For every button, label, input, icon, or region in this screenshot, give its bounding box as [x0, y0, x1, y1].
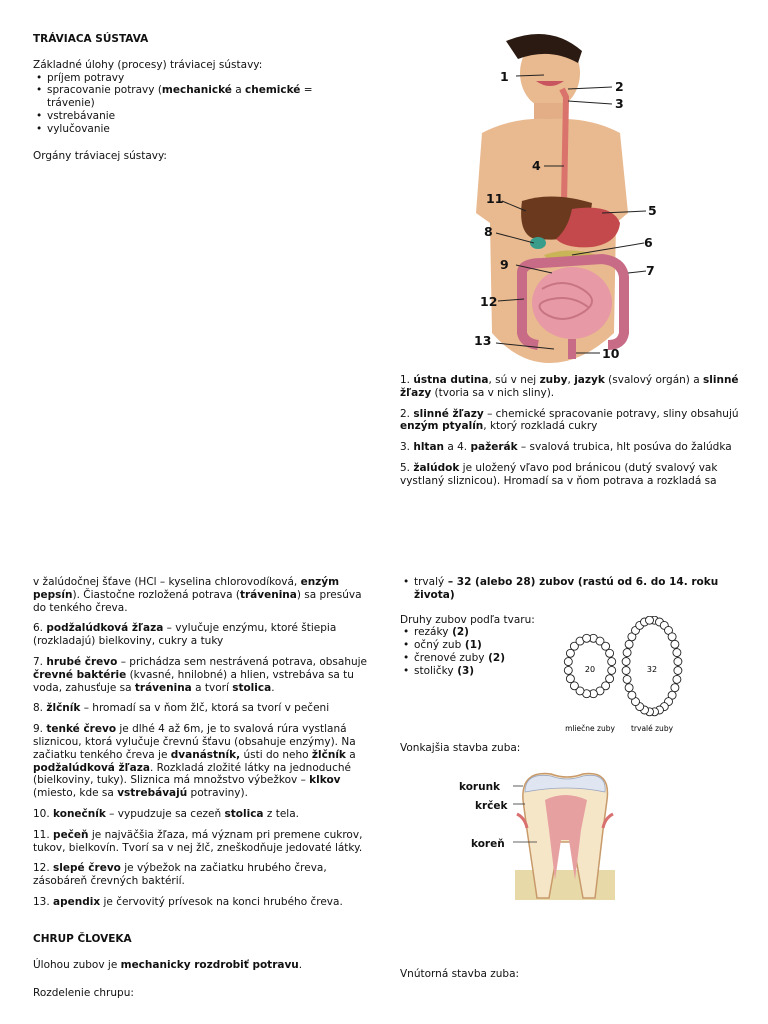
- text-segment: a: [231, 84, 246, 97]
- tooth-mark: [608, 666, 616, 674]
- label-3: 3: [615, 96, 624, 111]
- text-segment: hrubé črevo: [46, 655, 118, 668]
- label-12: 12: [480, 294, 498, 309]
- tooth-mark: [674, 658, 682, 666]
- text-segment: rezáky: [414, 626, 449, 639]
- text-segment: z tela.: [263, 807, 299, 820]
- text-segment: .: [271, 681, 275, 694]
- text-segment: ústi do neho: [240, 748, 312, 761]
- text-segment: 3.: [400, 441, 414, 454]
- text-segment: (2): [484, 651, 506, 664]
- inner-structure-heading: Vnútorná stavba zuba:: [400, 968, 520, 980]
- tooth-labels: [459, 781, 509, 850]
- left-bottom-column: [33, 576, 368, 1000]
- label-crown: korunk: [459, 781, 501, 793]
- text-segment: pečeň: [53, 828, 89, 841]
- text-segment: v žalúdočnej šťave (HCl – kyselina chlorovodíková,: [33, 576, 301, 588]
- label-6: 6: [644, 235, 653, 250]
- tooth-mark: [564, 666, 572, 674]
- text-segment: stolica: [232, 681, 272, 694]
- bone-shape: [515, 870, 615, 900]
- text-segment: žalúdok: [413, 461, 460, 474]
- paragraph: [33, 808, 368, 821]
- text-segment: príjem potravy: [47, 71, 125, 84]
- tooth-types-heading: Druhy zubov podľa tvaru:: [400, 613, 535, 626]
- tasks-intro: Základné úlohy (procesy) tráviacej sústavy:: [33, 58, 263, 71]
- text-segment: je výbežok na začiatku hrubého čreva, zásobáreň črevných baktérií.: [33, 862, 327, 888]
- tooth-mark: [674, 667, 682, 675]
- text-segment: stolica: [224, 807, 264, 820]
- text-segment: ,: [567, 374, 575, 386]
- text-segment: trávenina: [239, 588, 297, 601]
- text-segment: mechanické: [161, 84, 232, 97]
- text-segment: 8.: [33, 702, 47, 715]
- text-segment: (2): [448, 626, 469, 639]
- list-item: [47, 110, 363, 123]
- label-root: koreň: [471, 838, 505, 850]
- text-segment: jazyk: [574, 374, 605, 386]
- text-segment: žlčník: [311, 748, 346, 761]
- milk-caption: mliečne zuby: [565, 724, 615, 733]
- text-segment: podžalúdková žľaza: [46, 622, 164, 635]
- paragraph: [33, 656, 368, 694]
- tooth-mark: [625, 640, 633, 648]
- tooth-mark: [566, 675, 574, 683]
- jaw-diagram: [560, 616, 690, 736]
- tooth-mark: [570, 682, 578, 690]
- text-segment: podžalúdková žľaza: [33, 761, 150, 774]
- text-segment: (svalový orgán) a: [604, 374, 704, 386]
- text-segment: (kvasné, hnilobné) a hlien, vstrebáva sa tu voda, zahusťuje sa: [33, 668, 354, 694]
- perm-caption: trvalé zuby: [630, 724, 674, 733]
- text-segment: ústna dutina: [413, 374, 489, 386]
- text-segment: – vylučuje enzýmu, ktoré štiepia (rozkladajú) bielkoviny, cukry a tuky: [33, 622, 337, 648]
- label-11: 11: [486, 191, 504, 206]
- tooth-mark: [623, 675, 631, 683]
- text-segment: – 32 (alebo 28) zubov (rastú od 6. do 14. roku života): [414, 576, 719, 601]
- paragraph: [33, 829, 368, 855]
- text-segment: potraviny).: [187, 787, 248, 800]
- text-segment: stoličky: [414, 664, 454, 677]
- text-segment: – prichádza sem nestrávená potrava, obsahuje: [117, 655, 368, 668]
- tasks-list: [33, 72, 363, 136]
- paragraph: [33, 723, 368, 800]
- text-segment: spracovanie potravy (: [47, 84, 162, 97]
- tooth-mark: [583, 634, 591, 642]
- list-item: [47, 123, 363, 136]
- organ-descriptions: [33, 576, 368, 909]
- text-segment: , sú v nej: [488, 374, 540, 386]
- section-title: TRÁVIACA SÚSTAVA: [33, 33, 149, 45]
- text-segment: 9.: [33, 723, 47, 736]
- text-segment: 6.: [33, 622, 47, 635]
- text-segment: klkov: [309, 774, 341, 787]
- text-segment: = trávenie): [47, 84, 313, 110]
- text-segment: ) sa presúva do tenkého čreva.: [33, 588, 362, 614]
- label-13: 13: [474, 333, 492, 348]
- tooth-mark: [564, 658, 572, 666]
- text-segment: je uložený vľavo pod bránicou (dutý svalový vak vystlaný sliznicou). Hromadí sa v ňom potrava a rozkladá sa: [400, 461, 718, 487]
- text-segment: 1.: [400, 374, 414, 386]
- label-5: 5: [648, 203, 657, 218]
- text-segment: je najväčšia žľaza, má význam pri premene cukrov, tukov, bielkovín. Tvorí sa v nej žlč, zneškodňuje jedovaté látky.: [33, 828, 363, 854]
- text-segment: . Rozkladá zložité látky na jednoduché (bielkoviny, tuky). Sliznica má množstvo výbežkov –: [33, 761, 351, 787]
- left-top-column: [33, 33, 363, 162]
- tooth-mark: [673, 675, 681, 683]
- text-segment: 7.: [33, 655, 47, 668]
- label-8: 8: [484, 224, 493, 239]
- text-segment: trávenina: [134, 681, 192, 694]
- label-4: 4: [532, 158, 541, 173]
- permanent-teeth-item: [414, 576, 740, 602]
- text-segment: slinné žľazy: [413, 407, 484, 420]
- tooth-mark: [623, 649, 631, 657]
- paragraph: [400, 408, 740, 434]
- text-segment: .: [298, 958, 303, 971]
- text-segment: konečník: [53, 807, 106, 820]
- text-segment: tenké črevo: [46, 723, 117, 736]
- tooth-mark: [606, 649, 614, 657]
- outer-structure-heading: Vonkajšia stavba zuba:: [400, 742, 521, 754]
- text-segment: 2.: [400, 407, 414, 420]
- right-top-column: [400, 374, 740, 496]
- text-segment: slepé črevo: [53, 862, 121, 875]
- text-segment: – hromadí sa v ňom žlč, ktorá sa tvorí v pečeni: [80, 702, 330, 715]
- list-item: [47, 84, 363, 110]
- paragraph: [33, 702, 368, 715]
- text-segment: očný zub: [414, 639, 462, 652]
- text-segment: 12.: [33, 862, 54, 875]
- tooth-mark: [671, 684, 679, 692]
- paragraph: [33, 622, 368, 648]
- tooth-mark: [625, 684, 633, 692]
- tooth-mark: [606, 675, 614, 683]
- label-neck: krček: [475, 800, 508, 812]
- chrup-division: Rozdelenie chrupu:: [33, 987, 134, 1000]
- tooth-diagram: [455, 770, 625, 902]
- text-segment: 10.: [33, 807, 54, 820]
- text-segment: vstrebávajú: [117, 787, 188, 800]
- tooth-mark: [628, 691, 636, 699]
- text-segment: – chemické spracovanie potravy, sliny obsahujú: [483, 407, 739, 420]
- list-item: [47, 72, 363, 85]
- label-9: 9: [500, 257, 509, 272]
- paragraph: [400, 374, 740, 400]
- paragraph: [400, 462, 740, 488]
- text-segment: enzým pepsín: [33, 576, 340, 601]
- tooth-mark: [622, 667, 630, 675]
- text-segment: dvanástník,: [170, 748, 241, 761]
- text-segment: 5.: [400, 461, 414, 474]
- paragraph: [33, 576, 368, 614]
- text-segment: ). Čiastočne rozložená potrava (: [72, 588, 240, 601]
- tooth-mark: [622, 658, 630, 666]
- tooth-mark: [668, 633, 676, 641]
- text-segment: a 4.: [444, 441, 471, 454]
- text-segment: – svalová trubica, hlt posúva do žalúdka: [517, 441, 732, 454]
- organs-heading: Orgány tráviacej sústavy:: [33, 149, 167, 162]
- text-segment: , ktorý rozkladá cukry: [483, 420, 598, 433]
- paragraph: [33, 896, 368, 909]
- text-segment: je dlhé 4 až 6m, je to svalová rúra vystlaná sliznicou, ktorá vylučuje črevnú šťavu (obsahuje enzýmy). Na začiatku tenkého čreva je: [33, 723, 356, 761]
- digestive-system-diagram: [452, 33, 662, 373]
- text-segment: črenové zuby: [414, 651, 485, 664]
- tooth-mark: [608, 658, 616, 666]
- text-segment: a: [345, 748, 356, 761]
- perm-count: 32: [646, 665, 658, 674]
- text-segment: – vypudzuje sa cezeň: [105, 807, 225, 820]
- text-segment: zuby: [539, 374, 568, 386]
- text-segment: (3): [453, 664, 475, 677]
- text-segment: (miesto, kde sa: [33, 787, 118, 800]
- text-segment: trvalý: [414, 576, 445, 588]
- text-segment: a tvorí: [191, 681, 233, 694]
- text-segment: (1): [461, 639, 482, 652]
- tooth-mark: [673, 649, 681, 657]
- text-segment: je červovitý prívesok na konci hrubého čreva.: [100, 895, 343, 908]
- text-segment: vylučovanie: [47, 122, 110, 135]
- text-segment: 13.: [33, 895, 54, 908]
- text-segment: črevné baktérie: [33, 668, 127, 681]
- text-segment: mechanicky rozdrobiť potravu: [120, 958, 299, 971]
- tooth-mark: [602, 642, 610, 650]
- text-segment: chemické: [245, 84, 301, 97]
- text-segment: pažerák: [470, 441, 518, 454]
- paragraph: [400, 441, 740, 454]
- text-segment: Úlohou zubov je: [33, 958, 121, 971]
- tooth-mark: [566, 649, 574, 657]
- text-segment: slinné žľazy: [400, 374, 739, 399]
- text-segment: apendix: [53, 895, 101, 908]
- paragraph: [33, 862, 368, 888]
- chrup-title: CHRUP ČLOVEKA: [33, 932, 132, 945]
- label-10: 10: [602, 346, 620, 361]
- text-segment: hltan: [413, 441, 445, 454]
- tooth-mark: [671, 640, 679, 648]
- text-segment: (tvoria sa v nich sliny).: [431, 386, 555, 399]
- text-segment: vstrebávanie: [47, 109, 116, 122]
- tooth-mark: [646, 616, 654, 624]
- label-7: 7: [646, 263, 655, 278]
- text-segment: 11.: [33, 828, 54, 841]
- milk-count: 20: [584, 665, 596, 674]
- label-1: 1: [500, 69, 509, 84]
- text-segment: žlčník: [46, 702, 81, 715]
- text-segment: enzým ptyalín: [400, 420, 484, 433]
- chrup-task: [33, 959, 368, 972]
- label-2: 2: [615, 79, 624, 94]
- permanent-teeth-list: [400, 576, 740, 602]
- small-intestine-shape: [532, 267, 612, 339]
